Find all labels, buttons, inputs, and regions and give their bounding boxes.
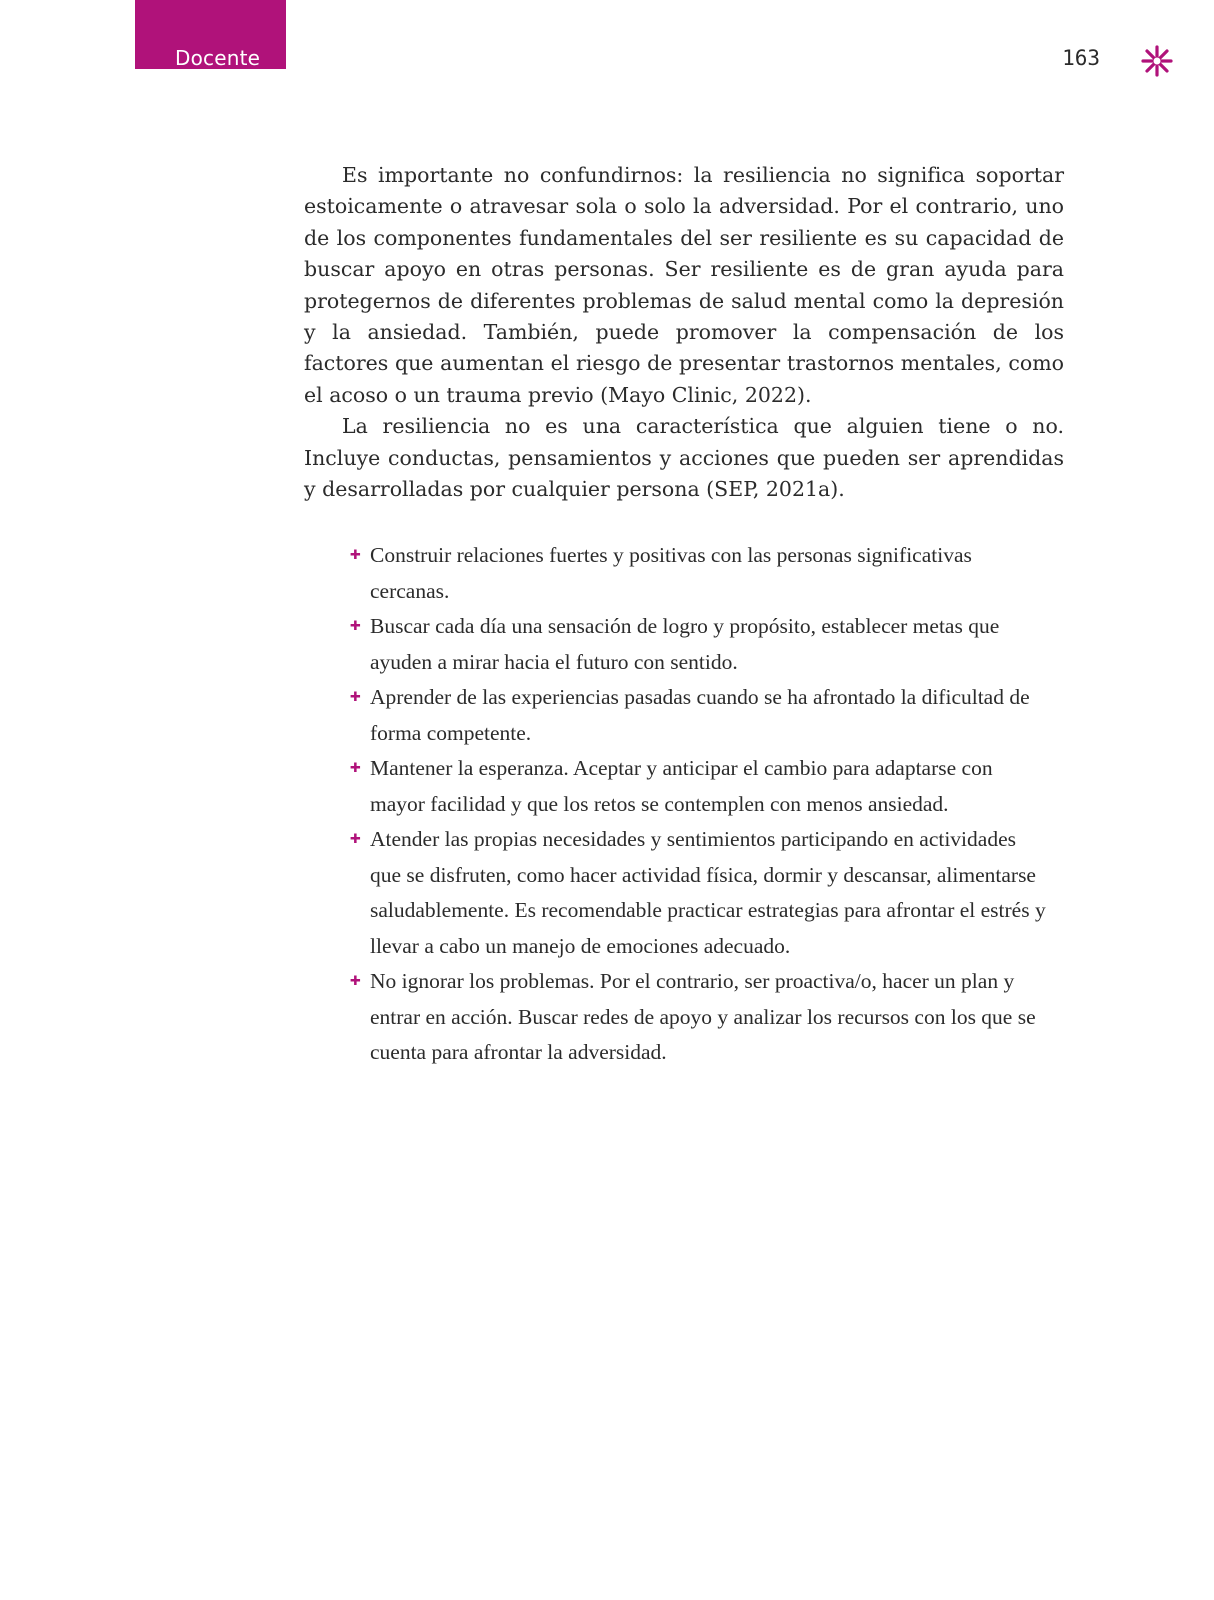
plus-icon: ✚	[350, 690, 361, 705]
list-item-text: Aprender de las experiencias pasadas cuando se ha afrontado la dificultad de forma competente.	[370, 685, 1030, 745]
page-number: 163	[1062, 46, 1100, 70]
list-item	[350, 964, 1050, 1071]
recommendations-list	[350, 538, 1050, 1071]
plus-icon: ✚	[350, 761, 361, 776]
list-item-text: No ignorar los problemas. Por el contrario, ser proactiva/o, hacer un plan y entrar en acción. Buscar redes de apoyo y analizar los recursos con los que se cuenta para afrontar la adversidad.	[370, 969, 1036, 1064]
asterisk-icon	[1140, 44, 1174, 78]
section-label: Docente	[175, 46, 261, 70]
body-text	[304, 160, 1064, 505]
list-item	[350, 822, 1050, 964]
plus-icon: ✚	[350, 548, 361, 563]
list-item	[350, 609, 1050, 680]
list-item-text: Buscar cada día una sensación de logro y propósito, establecer metas que ayuden a mirar hacia el futuro con sentido.	[370, 614, 1000, 674]
list-item	[350, 680, 1050, 751]
section-tab	[135, 0, 286, 69]
plus-icon: ✚	[350, 619, 361, 634]
plus-icon: ✚	[350, 974, 361, 989]
list-item-text: Construir relaciones fuertes y positivas con las personas significativas cercanas.	[370, 543, 972, 603]
list-item-text: Atender las propias necesidades y sentimientos participando en actividades que se disfruten, como hacer actividad física, dormir y descansar, alimentarse saludablemente. Es recomendable practicar estrategias para afrontar el estrés y llevar a cabo un manejo de emociones adecuado.	[370, 827, 1046, 958]
list-item	[350, 751, 1050, 822]
list-item-text: Mantener la esperanza. Aceptar y anticipar el cambio para adaptarse con mayor facilidad y que los retos se contemplen con menos ansiedad.	[370, 756, 993, 816]
list-item	[350, 538, 1050, 609]
plus-icon: ✚	[350, 832, 361, 847]
paragraph-intro: Es importante no confundirnos: la resiliencia no significa soportar estoicamente o atravesar sola o solo la adversidad. Por el contrario, uno de los componentes fundamentales del ser resiliente es su capacidad de buscar apoyo en otras personas. Ser resiliente es de gran ayuda para protegernos de diferentes problemas de salud mental como la depresión y la ansiedad. También, puede promover la compensación de los factores que aumentan el riesgo de presentar trastornos mentales, como el acoso o un trauma previo (Mayo Clinic, 2022).	[304, 163, 1064, 407]
paragraph-resilience: La resiliencia no es una característica que alguien tiene o no. Incluye conductas, pensamientos y acciones que pueden ser aprendidas y desarrolladas por cualquier persona (SEP, 2021a).	[304, 414, 1064, 502]
